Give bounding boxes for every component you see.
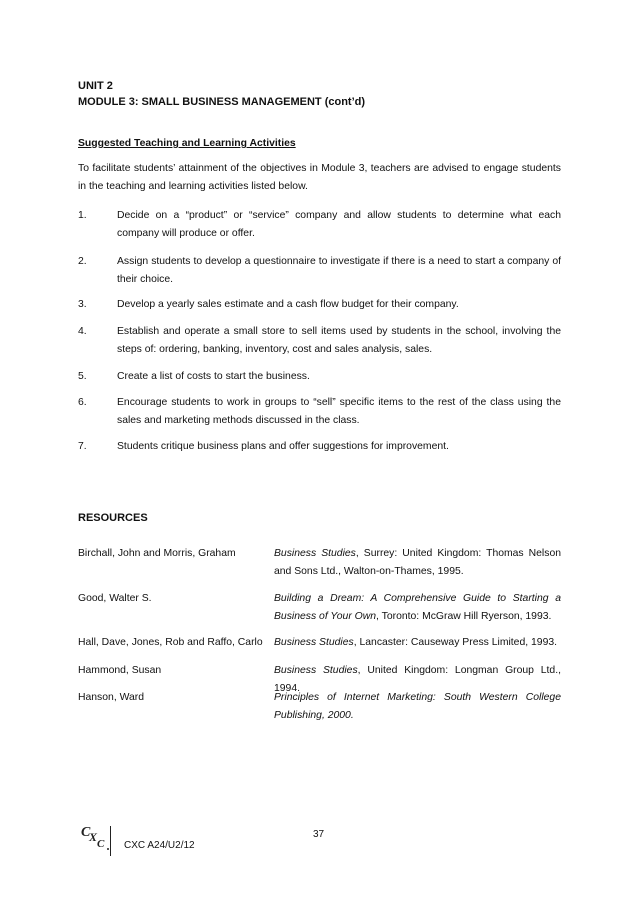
resource-details: , Surrey: United Kingdom: Thomas Nelson and Sons Ltd., Walton-on-Thames, 1995. [274,548,561,577]
resource-citation [274,689,561,724]
activity-text: Assign students to develop a questionnaire to investigate if there is a need to start a company of their choice. [117,256,561,285]
activity-text: Create a list of costs to start the business. [117,371,310,382]
resource-author: Hall, Dave, Jones, Rob and Raffo, Carlo [78,637,263,648]
document-code: CXC A24/U2/12 [124,840,195,851]
resource-author: Hammond, Susan [78,665,162,676]
svg-text:C: C [97,838,105,850]
module-heading: MODULE 3: SMALL BUSINESS MANAGEMENT (cont’d) [78,96,366,108]
activity-number: 1. [78,210,87,221]
resource-citation [274,634,561,652]
svg-text:C: C [81,825,91,840]
resource-details: , United Kingdom: Longman Group Ltd., 1994. [274,665,561,694]
resources-title: RESOURCES [78,512,148,524]
activity-item [78,296,561,314]
page-number: 37 [313,829,325,840]
resource-citation [274,590,561,625]
activities-intro: To facilitate students’ attainment of the objectives in Module 3, teachers are advised to engage students in the teaching and learning activities listed below. [78,163,561,192]
activity-item [78,323,561,358]
activity-item [78,253,561,288]
activity-item [78,207,561,242]
activity-text: Establish and operate a small store to sell items used by students in the school, involving the steps of: ordering, banking, inventory, cost and sales analysis, sales. [117,326,561,355]
resource-title: Business Studies [274,548,356,559]
resource-title: Business Studies [274,637,354,648]
unit-heading: UNIT 2 [78,80,113,92]
resource-details: , Toronto: McGraw Hill Ryerson, 1993. [376,610,552,622]
resource-author: Good, Walter S. [78,593,152,604]
activity-item [78,394,561,429]
activity-item [78,438,561,456]
activity-number: 4. [78,326,87,337]
activity-number: 6. [78,397,87,408]
activity-number: 7. [78,441,87,452]
activity-text: Decide on a “product” or “service” company and allow students to determine what each company will produce or offer. [117,210,561,239]
footer-divider [110,826,111,856]
activities-title: Suggested Teaching and Learning Activities [78,138,296,149]
resource-author: Birchall, John and Morris, Graham [78,548,236,559]
activity-text: Encourage students to work in groups to “sell” specific items to the rest of the class using the sales and marketing methods discussed in the class. [117,397,561,426]
svg-text:X: X [89,830,98,844]
activity-number: 2. [78,256,87,267]
resource-author: Hanson, Ward [78,692,145,703]
resource-entry [78,634,561,652]
resource-title: Business Studies [274,665,358,676]
cxc-logo-icon [80,822,112,852]
resource-details: , Lancaster: Causeway Press Limited, 1993. [353,637,558,648]
activity-number: 5. [78,371,87,382]
resource-citation [274,545,561,580]
resource-entry [78,545,561,580]
activity-item [78,368,561,386]
resource-title: Principles of Internet Marketing: South Western College Publishing, 2000. [274,692,561,721]
activity-number: 3. [78,299,87,310]
resource-entry [78,590,561,625]
resource-title: Building a Dream: A Comprehensive Guide to Starting a Business of Your Own [274,593,561,622]
resource-entry [78,689,561,724]
activity-text: Students critique business plans and offer suggestions for improvement. [117,441,449,452]
activity-text: Develop a yearly sales estimate and a cash flow budget for their company. [117,299,459,310]
